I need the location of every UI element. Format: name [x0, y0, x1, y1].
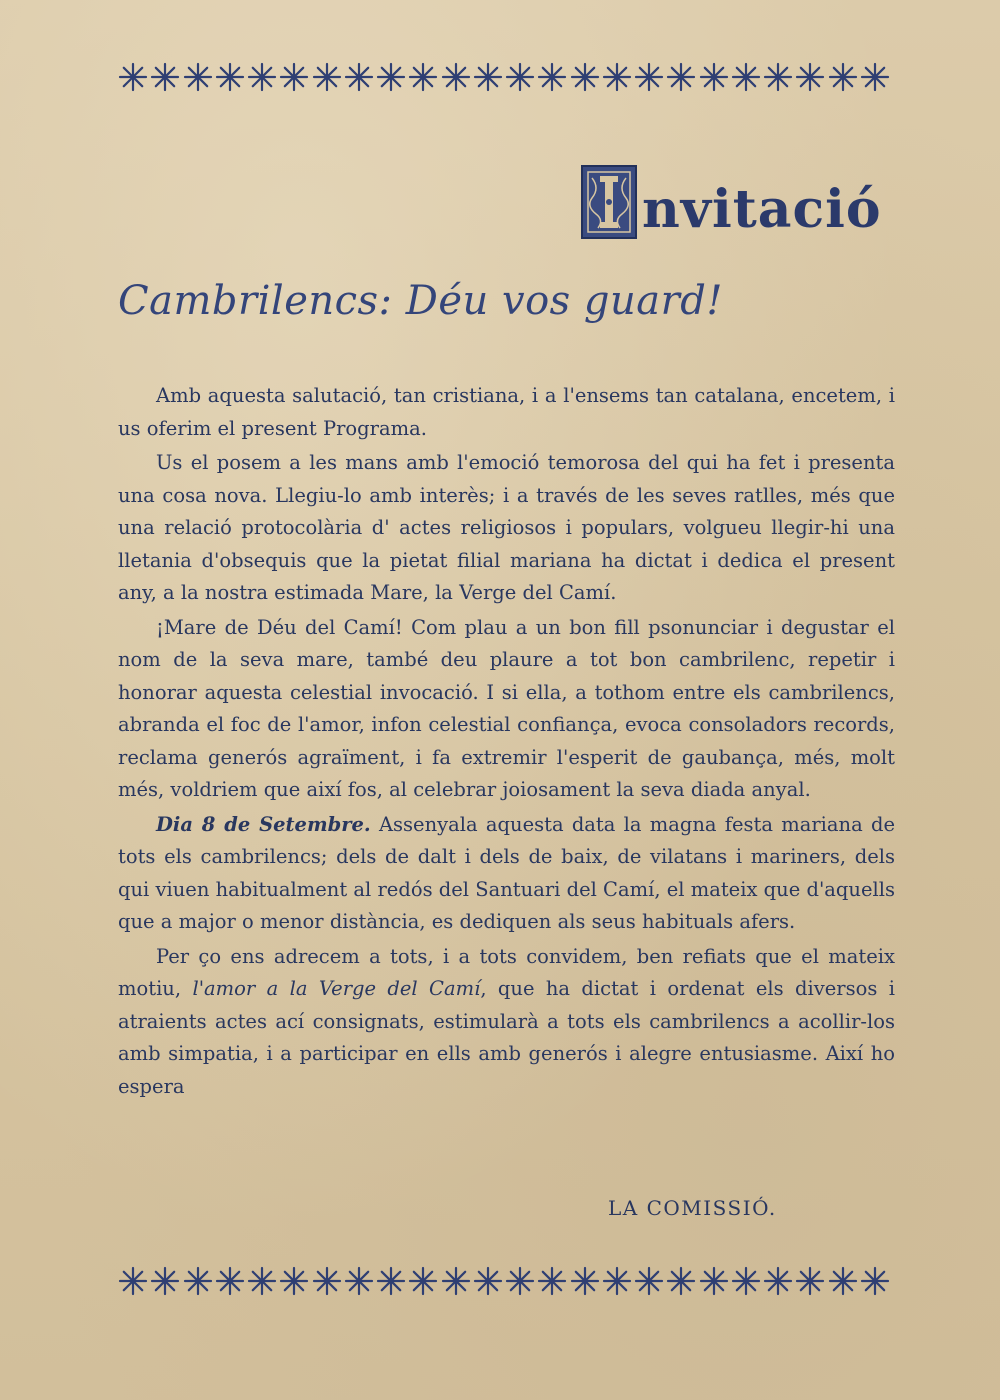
asterisk-star-icon	[312, 1266, 342, 1296]
asterisk-star-icon	[473, 1266, 503, 1296]
asterisk-star-icon	[570, 62, 600, 92]
asterisk-star-icon	[150, 62, 180, 92]
asterisk-star-icon	[247, 1266, 277, 1296]
paragraph-3: ¡Mare de Déu del Camí! Com plau a un bon fill psonunciar i degustar el nom de la seva mare, també deu plaure a tot bon cambrilenc, repetir i honorar aquesta celestial invocació. I si ella, a tothom entre els cambrilencs, abranda el foc de l'amor, infon celestial confiança, evoca consoladors records, reclama generós agraïment, i fa extremir l'esperit de gaubança, més, molt més, voldriem que així fos, al celebrar joiosament la seva diada anyal.	[118, 615, 895, 801]
title-text: nvitació	[642, 179, 882, 240]
asterisk-star-icon	[150, 1266, 180, 1296]
top-star-border	[118, 62, 890, 92]
letter-body	[118, 380, 895, 1105]
asterisk-star-icon	[860, 1266, 890, 1296]
asterisk-star-icon	[183, 62, 213, 92]
asterisk-star-icon	[570, 1266, 600, 1296]
asterisk-star-icon	[763, 62, 793, 92]
asterisk-star-icon	[699, 1266, 729, 1296]
asterisk-star-icon	[247, 62, 277, 92]
asterisk-star-icon	[118, 62, 148, 92]
asterisk-star-icon	[537, 1266, 567, 1296]
asterisk-star-icon	[666, 1266, 696, 1296]
greeting: Cambrilencs: Déu vos guard!	[118, 278, 723, 324]
asterisk-star-icon	[441, 62, 471, 92]
asterisk-star-icon	[408, 62, 438, 92]
asterisk-star-icon	[376, 62, 406, 92]
asterisk-star-icon	[763, 1266, 793, 1296]
paragraph-1: Amb aquesta salutació, tan cristiana, i a l'ensems tan catalana, encetem, i us oferim el present Programa.	[118, 384, 895, 440]
asterisk-star-icon	[215, 62, 245, 92]
asterisk-star-icon	[602, 1266, 632, 1296]
asterisk-star-icon	[408, 1266, 438, 1296]
signature: LA COMISSIÓ.	[608, 1196, 777, 1220]
asterisk-star-icon	[505, 1266, 535, 1296]
asterisk-star-icon	[344, 1266, 374, 1296]
title-initial-letter	[638, 164, 639, 165]
asterisk-star-icon	[699, 62, 729, 92]
asterisk-star-icon	[215, 1266, 245, 1296]
asterisk-star-icon	[183, 1266, 213, 1296]
page-title	[580, 160, 882, 240]
paragraph-4	[118, 809, 895, 939]
asterisk-star-icon	[731, 1266, 761, 1296]
paragraph-5-emphasis: l'amor a la Verge del Camí	[192, 977, 481, 1000]
asterisk-star-icon	[118, 1266, 148, 1296]
paragraph-5	[118, 941, 895, 1104]
asterisk-star-icon	[473, 62, 503, 92]
asterisk-star-icon	[795, 1266, 825, 1296]
asterisk-star-icon	[602, 62, 632, 92]
asterisk-star-icon	[344, 62, 374, 92]
asterisk-star-icon	[634, 1266, 664, 1296]
asterisk-star-icon	[828, 1266, 858, 1296]
asterisk-star-icon	[828, 62, 858, 92]
asterisk-star-icon	[860, 62, 890, 92]
decorated-initial-icon	[580, 164, 638, 240]
paragraph-5-text-b: , que ha dictat i ordenat els diversos i atraients actes ací consignats, estimularà a tots els cambrilencs a acollir-los amb simpatia, i a participar en ells amb generós i alegre entusiasme. Així ho espera	[118, 977, 895, 1098]
asterisk-star-icon	[279, 1266, 309, 1296]
bottom-star-border	[118, 1266, 890, 1296]
paragraph-4-text: Assenyala aquesta data la magna festa mariana de tots els cambrilencs; dels de dalt i dels de baix, de vilatans i mariners, dels qui viuen habitualment al redós del Santuari del Camí, el mateix que d'aquells que a major o menor distància, es dediquen als seus habituals afers.	[118, 812, 895, 933]
asterisk-star-icon	[666, 62, 696, 92]
asterisk-star-icon	[441, 1266, 471, 1296]
asterisk-star-icon	[537, 62, 567, 92]
asterisk-star-icon	[376, 1266, 406, 1296]
asterisk-star-icon	[312, 62, 342, 92]
asterisk-star-icon	[795, 62, 825, 92]
paragraph-5-text-a: Per ço ens adrecem a tots, i a tots convidem, ben refiats que el mateix motiu,	[118, 944, 895, 1000]
paragraph-2: Us el posem a les mans amb l'emoció temorosa del qui ha fet i presenta una cosa nova. Llegiu-lo amb interès; i a través de les seves ratlles, més que una relació protocolària d' actes religiosos i populars, volgueu llegir-hi una lletania d'obsequis que la pietat filial mariana ha dictat i dedica el present any, a la nostra estimada Mare, la Verge del Camí.	[118, 451, 895, 604]
asterisk-star-icon	[505, 62, 535, 92]
asterisk-star-icon	[634, 62, 664, 92]
asterisk-star-icon	[731, 62, 761, 92]
asterisk-star-icon	[279, 62, 309, 92]
feast-date: Dia 8 de Setembre.	[156, 812, 371, 836]
